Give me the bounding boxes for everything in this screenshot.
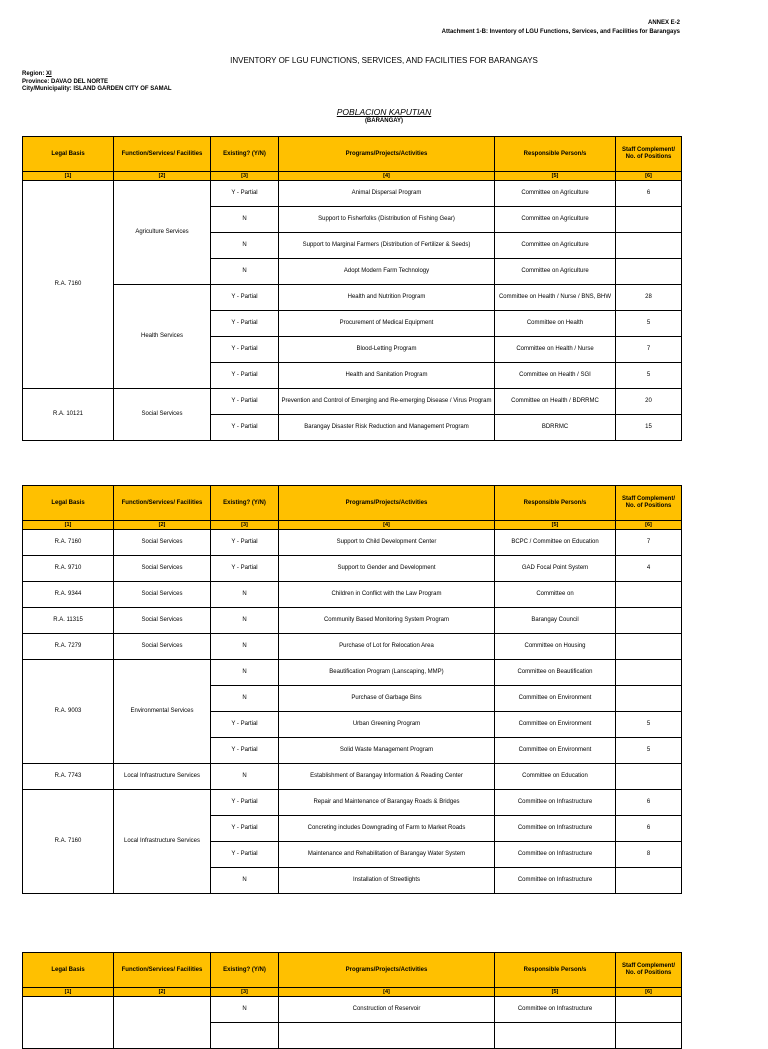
table-row bbox=[23, 556, 682, 582]
header-responsible: Responsible Person/s bbox=[495, 137, 616, 172]
function-cell bbox=[114, 997, 211, 1049]
staff-cell: 6 bbox=[616, 181, 682, 207]
staff-cell bbox=[616, 233, 682, 259]
header-existing: Existing? (Y/N) bbox=[211, 486, 279, 521]
program-cell: Support to Marginal Farmers (Distribution of Fertilizer & Seeds) bbox=[279, 233, 495, 259]
staff-cell: 28 bbox=[616, 285, 682, 311]
staff-cell bbox=[616, 634, 682, 660]
table-row bbox=[23, 181, 682, 207]
responsible-cell: Committee on Environment bbox=[495, 738, 616, 764]
responsible-cell: Committee on Infrastructure bbox=[495, 790, 616, 816]
table-row bbox=[23, 764, 682, 790]
col-number: [3] bbox=[211, 172, 279, 181]
responsible-cell: BCPC / Committee on Education bbox=[495, 530, 616, 556]
legal-basis-cell: R.A. 9003 bbox=[23, 660, 114, 764]
responsible-cell: Committee on Agriculture bbox=[495, 181, 616, 207]
col-number: [4] bbox=[279, 988, 495, 997]
responsible-cell: BDRRMC bbox=[495, 415, 616, 441]
table-row bbox=[23, 634, 682, 660]
existing-cell: Y - Partial bbox=[211, 816, 279, 842]
existing-cell: Y - Partial bbox=[211, 415, 279, 441]
responsible-cell: Barangay Council bbox=[495, 608, 616, 634]
program-cell: Purchase of Garbage Bins bbox=[279, 686, 495, 712]
annex-label: ANNEX E-2 bbox=[647, 20, 680, 26]
responsible-cell: Committee on Health / BDRRMC bbox=[495, 389, 616, 415]
responsible-cell: GAD Focal Point System bbox=[495, 556, 616, 582]
header-function: Function/Services/ Facilities bbox=[114, 137, 211, 172]
existing-cell: N bbox=[211, 634, 279, 660]
legal-basis-cell: R.A. 9344 bbox=[23, 582, 114, 608]
col-number: [5] bbox=[495, 172, 616, 181]
program-cell: Support to Gender and Development bbox=[279, 556, 495, 582]
table-number-row bbox=[23, 521, 682, 530]
program-cell: Procurement of Medical Equipment bbox=[279, 311, 495, 337]
col-number: [1] bbox=[23, 988, 114, 997]
staff-cell bbox=[616, 660, 682, 686]
existing-cell: Y - Partial bbox=[211, 712, 279, 738]
function-cell: Local Infrastructure Services bbox=[114, 764, 211, 790]
program-cell: Health and Nutrition Program bbox=[279, 285, 495, 311]
function-cell: Agriculture Services bbox=[114, 181, 211, 285]
table-row bbox=[23, 285, 682, 311]
legal-basis-cell: R.A. 11315 bbox=[23, 608, 114, 634]
program-cell: Health and Sanitation Program bbox=[279, 363, 495, 389]
province-line: Province: DAVAO DEL NORTE bbox=[22, 78, 109, 85]
staff-cell: 8 bbox=[616, 842, 682, 868]
region-line bbox=[22, 71, 172, 79]
staff-cell bbox=[616, 997, 682, 1023]
existing-cell: Y - Partial bbox=[211, 556, 279, 582]
program-cell: Animal Dispersal Program bbox=[279, 181, 495, 207]
program-cell: Prevention and Control of Emerging and Re-emerging Disease / Virus Program bbox=[279, 389, 495, 415]
table-header-row bbox=[23, 953, 682, 988]
existing-cell: N bbox=[211, 997, 279, 1023]
existing-cell: N bbox=[211, 868, 279, 894]
program-cell: Establishment of Barangay Information & Reading Center bbox=[279, 764, 495, 790]
staff-cell: 7 bbox=[616, 337, 682, 363]
staff-cell: 6 bbox=[616, 816, 682, 842]
responsible-cell: Committee on bbox=[495, 582, 616, 608]
staff-cell: 15 bbox=[616, 415, 682, 441]
col-number: [4] bbox=[279, 172, 495, 181]
function-cell: Social Services bbox=[114, 556, 211, 582]
header-staff: Staff Complement/ No. of Positions bbox=[616, 486, 682, 521]
table-row bbox=[23, 660, 682, 686]
inventory-table-2 bbox=[22, 485, 682, 894]
region-label: Region: bbox=[22, 71, 45, 77]
table-header-row bbox=[23, 137, 682, 172]
existing-cell: N bbox=[211, 686, 279, 712]
responsible-cell: Committee on Agriculture bbox=[495, 233, 616, 259]
existing-cell bbox=[211, 1023, 279, 1049]
staff-cell: 4 bbox=[616, 556, 682, 582]
responsible-cell: Committee on Infrastructure bbox=[495, 842, 616, 868]
function-cell: Social Services bbox=[114, 608, 211, 634]
region-value: XI bbox=[46, 71, 52, 77]
program-cell: Solid Waste Management Program bbox=[279, 738, 495, 764]
table-row bbox=[23, 997, 682, 1023]
inventory-table-3 bbox=[22, 952, 682, 1049]
program-cell bbox=[279, 1023, 495, 1049]
header-programs: Programs/Projects/Activities bbox=[279, 137, 495, 172]
existing-cell: N bbox=[211, 259, 279, 285]
program-cell: Construction of Reservoir bbox=[279, 997, 495, 1023]
col-number: [4] bbox=[279, 521, 495, 530]
header-function: Function/Services/ Facilities bbox=[114, 486, 211, 521]
existing-cell: Y - Partial bbox=[211, 738, 279, 764]
function-cell: Environmental Services bbox=[114, 660, 211, 764]
program-cell: Adopt Modern Farm Technology bbox=[279, 259, 495, 285]
existing-cell: Y - Partial bbox=[211, 337, 279, 363]
header-existing: Existing? (Y/N) bbox=[211, 953, 279, 988]
header-responsible: Responsible Person/s bbox=[495, 486, 616, 521]
document-title: INVENTORY OF LGU FUNCTIONS, SERVICES, AND FACILITIES FOR BARANGAYS bbox=[230, 56, 538, 65]
existing-cell: Y - Partial bbox=[211, 181, 279, 207]
program-cell: Community Based Monitoring System Program bbox=[279, 608, 495, 634]
responsible-cell: Committee on Health / Nurse bbox=[495, 337, 616, 363]
table-row bbox=[23, 389, 682, 415]
program-cell: Urban Greening Program bbox=[279, 712, 495, 738]
header-programs: Programs/Projects/Activities bbox=[279, 953, 495, 988]
program-cell: Installation of Streetlights bbox=[279, 868, 495, 894]
existing-cell: Y - Partial bbox=[211, 363, 279, 389]
staff-cell: 5 bbox=[616, 712, 682, 738]
responsible-cell: Committee on Health / SGI bbox=[495, 363, 616, 389]
responsible-cell: Committee on Infrastructure bbox=[495, 997, 616, 1023]
attachment-label: Attachment 1-B: Inventory of LGU Functions, Services, and Facilities for Barangays bbox=[441, 29, 680, 35]
table-row bbox=[23, 582, 682, 608]
table-number-row bbox=[23, 988, 682, 997]
header-existing: Existing? (Y/N) bbox=[211, 137, 279, 172]
legal-basis-cell: R.A. 7160 bbox=[23, 530, 114, 556]
col-number: [2] bbox=[114, 521, 211, 530]
program-cell: Repair and Maintenance of Barangay Roads & Bridges bbox=[279, 790, 495, 816]
existing-cell: N bbox=[211, 233, 279, 259]
legal-basis-cell: R.A. 9710 bbox=[23, 556, 114, 582]
function-cell: Social Services bbox=[114, 634, 211, 660]
staff-cell bbox=[616, 686, 682, 712]
function-cell: Social Services bbox=[114, 582, 211, 608]
legal-basis-cell: R.A. 7743 bbox=[23, 764, 114, 790]
responsible-cell: Committee on Environment bbox=[495, 686, 616, 712]
existing-cell: Y - Partial bbox=[211, 790, 279, 816]
staff-cell bbox=[616, 259, 682, 285]
col-number: [2] bbox=[114, 988, 211, 997]
program-cell: Concreting includes Downgrading of Farm to Market Roads bbox=[279, 816, 495, 842]
col-number: [5] bbox=[495, 988, 616, 997]
table-row bbox=[23, 530, 682, 556]
staff-cell: 5 bbox=[616, 363, 682, 389]
responsible-cell: Committee on Agriculture bbox=[495, 259, 616, 285]
program-cell: Blood-Letting Program bbox=[279, 337, 495, 363]
col-number: [6] bbox=[616, 521, 682, 530]
existing-cell: Y - Partial bbox=[211, 389, 279, 415]
program-cell: Maintenance and Rehabilitation of Barangay Water System bbox=[279, 842, 495, 868]
program-cell: Beautification Program (Lanscaping, MMP) bbox=[279, 660, 495, 686]
existing-cell: N bbox=[211, 608, 279, 634]
existing-cell: N bbox=[211, 582, 279, 608]
responsible-cell: Committee on Infrastructure bbox=[495, 816, 616, 842]
legal-basis-cell: R.A. 10121 bbox=[23, 389, 114, 441]
staff-cell bbox=[616, 764, 682, 790]
staff-cell bbox=[616, 582, 682, 608]
staff-cell: 7 bbox=[616, 530, 682, 556]
header-legal-basis: Legal Basis bbox=[23, 953, 114, 988]
staff-cell: 5 bbox=[616, 738, 682, 764]
responsible-cell: Committee on Health / Nurse / BNS, BHW bbox=[495, 285, 616, 311]
responsible-cell: Committee on Beautification bbox=[495, 660, 616, 686]
responsible-cell: Committee on Housing bbox=[495, 634, 616, 660]
header-staff: Staff Complement/ No. of Positions bbox=[616, 953, 682, 988]
existing-cell: Y - Partial bbox=[211, 285, 279, 311]
barangay-name: POBLACION KAPUTIAN bbox=[336, 107, 432, 117]
function-cell: Local Infrastructure Services bbox=[114, 790, 211, 894]
existing-cell: N bbox=[211, 207, 279, 233]
col-number: [1] bbox=[23, 521, 114, 530]
program-cell: Children in Conflict with the Law Program bbox=[279, 582, 495, 608]
col-number: [1] bbox=[23, 172, 114, 181]
header-staff: Staff Complement/ No. of Positions bbox=[616, 137, 682, 172]
col-number: [2] bbox=[114, 172, 211, 181]
header-legal-basis: Legal Basis bbox=[23, 137, 114, 172]
table-header-row bbox=[23, 486, 682, 521]
responsible-cell: Committee on Health bbox=[495, 311, 616, 337]
staff-cell bbox=[616, 608, 682, 634]
header-programs: Programs/Projects/Activities bbox=[279, 486, 495, 521]
table-number-row bbox=[23, 172, 682, 181]
location-info bbox=[22, 71, 172, 94]
existing-cell: N bbox=[211, 764, 279, 790]
responsible-cell: Committee on Education bbox=[495, 764, 616, 790]
col-number: [3] bbox=[211, 521, 279, 530]
function-cell: Health Services bbox=[114, 285, 211, 389]
city-line: City/Municipality: ISLAND GARDEN CITY OF SAMAL bbox=[22, 86, 172, 92]
legal-basis-cell bbox=[23, 997, 114, 1049]
existing-cell: Y - Partial bbox=[211, 842, 279, 868]
responsible-cell: Committee on Agriculture bbox=[495, 207, 616, 233]
staff-cell: 6 bbox=[616, 790, 682, 816]
program-cell: Purchase of Lot for Relocation Area bbox=[279, 634, 495, 660]
program-cell: Support to Child Development Center bbox=[279, 530, 495, 556]
existing-cell: Y - Partial bbox=[211, 311, 279, 337]
col-number: [3] bbox=[211, 988, 279, 997]
staff-cell bbox=[616, 868, 682, 894]
table-row bbox=[23, 608, 682, 634]
legal-basis-cell: R.A. 7160 bbox=[23, 790, 114, 894]
table-row bbox=[23, 790, 682, 816]
header-function: Function/Services/ Facilities bbox=[114, 953, 211, 988]
responsible-cell: Committee on Infrastructure bbox=[495, 868, 616, 894]
legal-basis-cell: R.A. 7160 bbox=[23, 181, 114, 389]
staff-cell: 20 bbox=[616, 389, 682, 415]
program-cell: Support to Fisherfolks (Distribution of Fishing Gear) bbox=[279, 207, 495, 233]
staff-cell: 5 bbox=[616, 311, 682, 337]
existing-cell: N bbox=[211, 660, 279, 686]
inventory-table-1 bbox=[22, 136, 682, 441]
barangay-label: (BARANGAY) bbox=[364, 118, 404, 124]
function-cell: Social Services bbox=[114, 389, 211, 441]
col-number: [6] bbox=[616, 172, 682, 181]
program-cell: Barangay Disaster Risk Reduction and Management Program bbox=[279, 415, 495, 441]
legal-basis-cell: R.A. 7279 bbox=[23, 634, 114, 660]
header-legal-basis: Legal Basis bbox=[23, 486, 114, 521]
staff-cell bbox=[616, 207, 682, 233]
col-number: [5] bbox=[495, 521, 616, 530]
existing-cell: Y - Partial bbox=[211, 530, 279, 556]
col-number: [6] bbox=[616, 988, 682, 997]
header-responsible: Responsible Person/s bbox=[495, 953, 616, 988]
staff-cell bbox=[616, 1023, 682, 1049]
responsible-cell: Committee on Environment bbox=[495, 712, 616, 738]
function-cell: Social Services bbox=[114, 530, 211, 556]
responsible-cell bbox=[495, 1023, 616, 1049]
